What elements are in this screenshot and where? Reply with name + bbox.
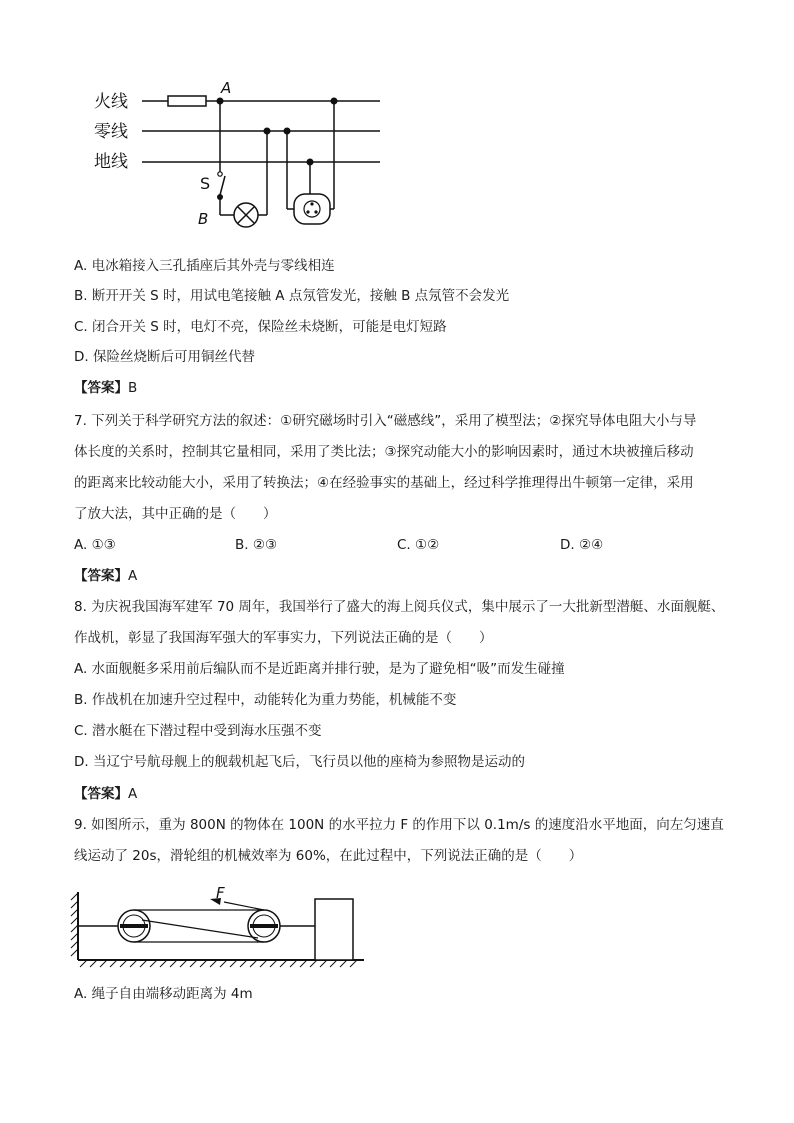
q7-option-a: A. ①③ (74, 537, 116, 553)
wall-hatching (71, 893, 78, 956)
q8-option-d: D. 当辽宁号航母舰上的舰载机起飞后，飞行员以他的座椅为参照物是运动的 (74, 754, 525, 770)
q7-stem-line-1: 7. 下列关于科学研究方法的叙述：①研究磁场时引入“磁感线”，采用了模型法；②探究导体电阻大小与导 (74, 413, 697, 429)
neutral-wire-label: 零线 (94, 122, 128, 142)
answer-tag: 【答案】 (74, 568, 128, 584)
lamp-neutral-junction (264, 128, 271, 135)
live-wire-label: 火线 (94, 92, 128, 112)
answer-tag: 【答案】 (74, 786, 128, 802)
q6-answer (74, 379, 137, 397)
q8-option-a: A. 水面舰艇多采用前后编队而不是近距离并排行驶，是为了避免相“吸”而发生碰撞 (74, 661, 565, 677)
socket-live-junction (331, 98, 338, 105)
q9-stem-line-1: 9. 如图所示，重为 800N 的物体在 100N 的水平拉力 F 的作用下以 0.1m/s 的速度沿水平地面，向左匀速直 (74, 817, 724, 833)
q7-option-d: D. ②④ (560, 537, 604, 553)
q8-stem-line-2: 作战机，彰显了我国海军强大的军事实力，下列说法正确的是（ ） (74, 630, 493, 646)
ground-wire-label: 地线 (94, 152, 128, 172)
q7-option-c: C. ①② (397, 537, 440, 553)
q8-stem-line-1: 8. 为庆祝我国海军建军 70 周年，我国举行了盛大的海上阅兵仪式，集中展示了一大批新型潜艇、水面舰艇、 (74, 599, 725, 615)
answer-value: B (128, 380, 138, 396)
q6-option-d: D. 保险丝烧断后可用铜丝代替 (74, 349, 255, 365)
answer-value: A (128, 786, 138, 802)
block-object (315, 899, 353, 960)
q7-stem-line-4: 了放大法，其中正确的是（ ） (74, 506, 277, 522)
rope-free-end (224, 902, 264, 910)
switch-label: S (200, 174, 211, 193)
answer-value: A (128, 568, 138, 584)
q8-answer (74, 785, 137, 803)
q6-option-c: C. 闭合开关 S 时，电灯不亮，保险丝未烧断，可能是电灯短路 (74, 319, 447, 335)
point-b-label: B (198, 210, 209, 228)
fuse (168, 96, 206, 106)
switch-blade (220, 176, 225, 195)
q6-option-a: A. 电冰箱接入三孔插座后其外壳与零线相连 (74, 258, 335, 274)
point-a-label: A (221, 79, 232, 97)
q7-answer (74, 567, 137, 585)
q9-stem-line-2: 线运动了 20s，滑轮组的机械效率为 60%，在此过程中，下列说法正确的是（ ） (74, 848, 583, 864)
q7-stem-line-2: 体长度的关系时，控制其它量相同，采用了类比法；③探究动能大小的影响因素时，通过木块被撞后移动 (74, 444, 694, 460)
q7-option-b: B. ②③ (235, 537, 278, 553)
answer-tag: 【答案】 (74, 380, 128, 396)
q8-option-b: B. 作战机在加速升空过程中，动能转化为重力势能，机械能不变 (74, 692, 457, 708)
q8-option-c: C. 潜水艇在下潜过程中受到海水压强不变 (74, 723, 322, 739)
q7-stem-line-3: 的距离来比较动能大小，采用了转换法；④在经验事实的基础上，经过科学推理得出牛顿第一定律，采用 (74, 475, 694, 491)
q9-option-a: A. 绳子自由端移动距离为 4m (74, 986, 253, 1002)
switch-contact (218, 172, 222, 176)
force-label: F (216, 884, 225, 902)
circuit-diagram (80, 76, 390, 236)
pulley-diagram (68, 880, 368, 972)
ground-hatching (80, 960, 357, 967)
q6-option-b: B. 断开开关 S 时，用试电笔接触 A 点氖管发光，接触 B 点氖管不会发光 (74, 288, 510, 304)
